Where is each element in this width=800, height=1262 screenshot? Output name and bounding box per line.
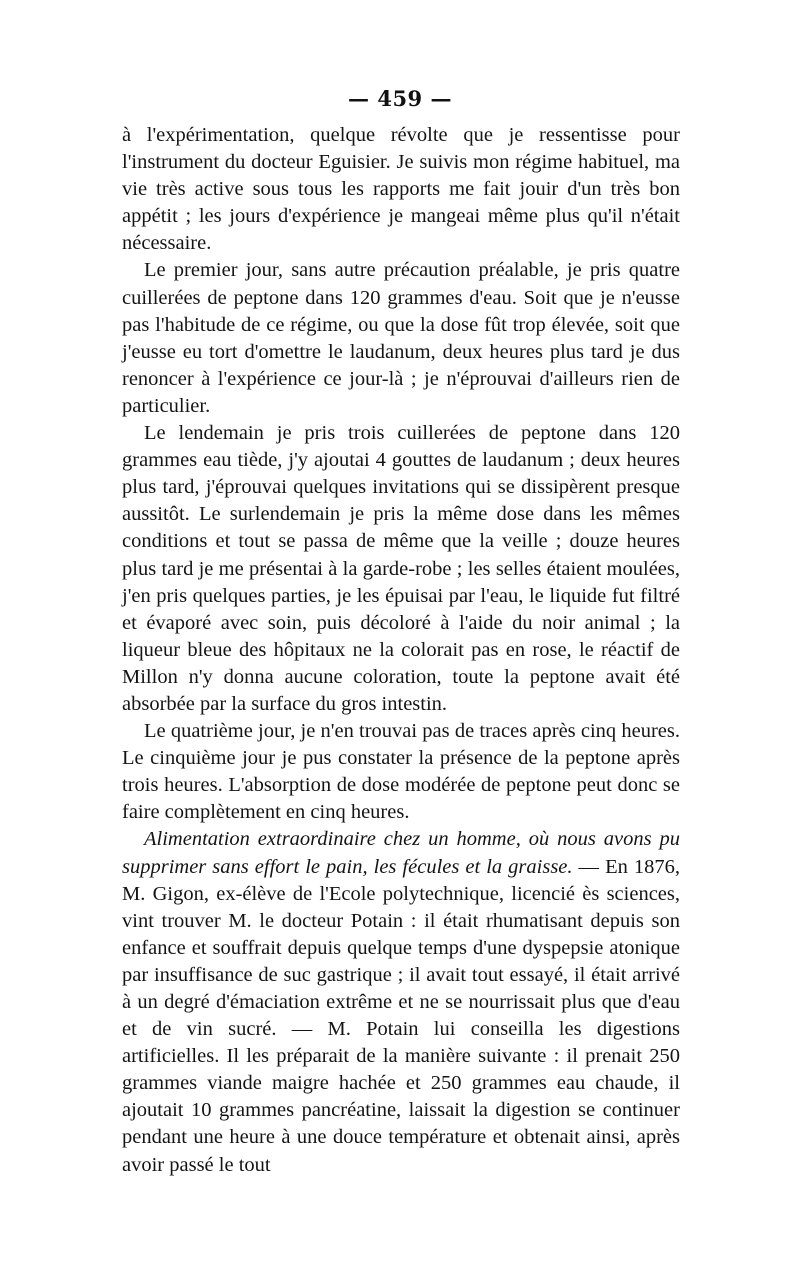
- paragraph-text: — En 1876, M. Gigon, ex-élève de l'Ecole polytechnique, licencié ès sciences, vint trouver M. le docteur Potain : il était rhumatisant depuis son enfance et souffrait depuis quelque temps d'une dyspepsie atonique par insuffisance de suc gastrique ; il avait tout essayé, il était arrivé à un degré d'émaciation extrême et ne se nourrissait plus que d'eau et de vin sucré. — M. Potain lui conseilla les digestions artificielles. Il les préparait de la manière suivante : il prenait 250 grammes viande maigre hachée et 250 grammes eau chaude, il ajoutait 10 grammes pancréatine, laissait la digestion se continuer pendant une heure à une douce température et obtenait ainsi, après avoir passé le tout: [122, 855, 681, 1176]
- paragraph: à l'expérimentation, quelque révolte que je ressentisse pour l'instrument du docteur Eguisier. Je suivis mon régime habituel, ma vie très active sous tous les rapports me fait jouir d'un très bon appétit ; les jours d'expérience je mangeai même plus qu'il n'était nécessaire.: [122, 124, 680, 255]
- section-heading-italic: Alimentation extraordinaire chez un homme, où nous avons pu supprimer sans effort le pain, les fécules et la graisse.: [122, 828, 680, 878]
- paragraph: Le quatrième jour, je n'en trouvai pas de traces après cinq heures. Le cinquième jour je pus constater la présence de la peptone après trois heures. L'absorption de dose modérée de peptone peut donc se faire complètement en cinq heures.: [122, 720, 680, 824]
- paragraph: Le premier jour, sans autre précaution préalable, je pris quatre cuillerées de peptone dans 120 grammes d'eau. Soit que je n'eusse pas l'habitude de ce régime, ou que la dose fût trop élevée, soit que j'eusse eu tort d'omettre le laudanum, deux heures plus tard je dus renoncer à l'expérience ce jour-là ; je n'éprouvai d'ailleurs rien de particulier.: [122, 259, 680, 417]
- paragraph: [122, 826, 680, 1178]
- body-text: [122, 122, 680, 1179]
- paragraph: Le lendemain je pris trois cuillerées de peptone dans 120 grammes eau tiède, j'y ajoutai 4 gouttes de laudanum ; deux heures plus tard, j'éprouvai quelques invitations qui se dissipèrent presque aussitôt. Le surlendemain je pris la même dose dans les mêmes conditions et tout se passa de même que la veille ; douze heures plus tard je me présentai à la garde-robe ; les selles étaient moulées, j'en pris quelques parties, je les épuisai par l'eau, le liquide fut filtré et évaporé avec soin, puis décoloré à l'aide du noir animal ; la liqueur bleue des hôpitaux ne la colorait pas en rose, le réactif de Millon n'y donna aucune coloration, toute la peptone avait été absorbée par la surface du gros intestin.: [122, 422, 680, 715]
- page-number-header: — 459 —: [348, 86, 452, 111]
